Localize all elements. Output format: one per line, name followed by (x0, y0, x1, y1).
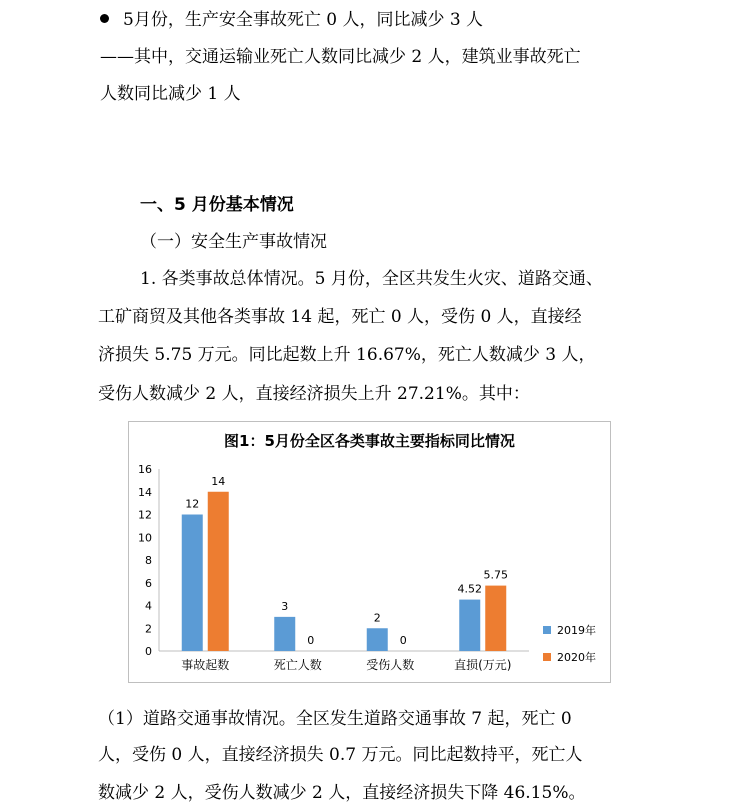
paragraph-1-line-4: 受伤人数减少 2 人，直接经济损失上升 27.21%。其中： (98, 384, 530, 404)
legend-swatch (543, 653, 551, 661)
data-label: 0 (307, 634, 315, 647)
y-tick-label: 10 (138, 531, 152, 545)
data-label: 2 (373, 611, 381, 625)
section-heading: 一、5 月份基本情况 (140, 195, 294, 215)
y-tick-label: 4 (145, 599, 152, 613)
legend-swatch (543, 626, 551, 634)
chart-container (128, 421, 611, 683)
y-tick-label: 8 (145, 554, 152, 567)
data-label: 4.52 (457, 582, 482, 596)
y-tick-label: 6 (145, 576, 152, 590)
bar-2019年 (274, 617, 295, 651)
bar-2019年 (459, 600, 480, 651)
chart-title: 图1：5月份全区各类事故主要指标同比情况 (224, 432, 515, 450)
x-tick-label: 直损(万元) (454, 658, 512, 672)
bar-2019年 (182, 515, 203, 652)
data-label: 5.75 (483, 568, 508, 582)
data-label: 3 (281, 599, 289, 613)
data-label: 14 (211, 474, 226, 488)
bar-chart (129, 422, 612, 684)
data-label: 0 (399, 634, 407, 647)
x-tick-label: 受伤人数 (366, 658, 415, 672)
summary-detail-line1: ——其中，交通运输业死亡人数同比减少 2 人，建筑业事故死亡 (100, 47, 581, 67)
y-tick-label: 16 (138, 463, 152, 476)
bar-2020年 (485, 586, 506, 651)
bar-2019年 (367, 628, 388, 651)
x-tick-label: 死亡人数 (273, 658, 322, 672)
paragraph-1-line-1: 1. 各类事故总体情况。5 月份，全区共发生火灾、道路交通、 (140, 269, 603, 289)
summary-bullet (100, 9, 483, 31)
paragraph-2-line-1: （1）道路交通事故情况。全区发生道路交通事故 7 起，死亡 0 (98, 709, 572, 729)
paragraph-2-line-2: 人，受伤 0 人，直接经济损失 0.7 万元。同比起数持平，死亡人 (98, 745, 583, 765)
summary-bullet-text: 5月份，生产安全事故死亡 0 人，同比减少 3 人 (123, 10, 484, 30)
y-tick-label: 0 (145, 645, 152, 658)
legend-label: 2020年 (557, 651, 596, 664)
legend-label: 2019年 (557, 624, 596, 637)
bar-2020年 (208, 492, 229, 651)
x-tick-label: 事故起数 (181, 658, 230, 672)
paragraph-2-line-3: 数减少 2 人，受伤人数减少 2 人，直接经济损失下降 46.15%。 (98, 783, 586, 803)
y-tick-label: 12 (138, 508, 152, 522)
section-subheading: （一）安全生产事故情况 (140, 232, 327, 252)
y-tick-label: 2 (145, 622, 152, 636)
y-tick-label: 14 (138, 485, 152, 499)
summary-detail-line2: 人数同比减少 1 人 (100, 84, 241, 104)
paragraph-1-line-2: 工矿商贸及其他各类事故 14 起，死亡 0 人，受伤 0 人，直接经 (98, 307, 582, 327)
bullet-dot-icon (100, 14, 109, 23)
data-label: 12 (185, 497, 200, 511)
paragraph-1-line-3: 济损失 5.75 万元。同比起数上升 16.67%，死亡人数减少 3 人， (98, 345, 596, 365)
